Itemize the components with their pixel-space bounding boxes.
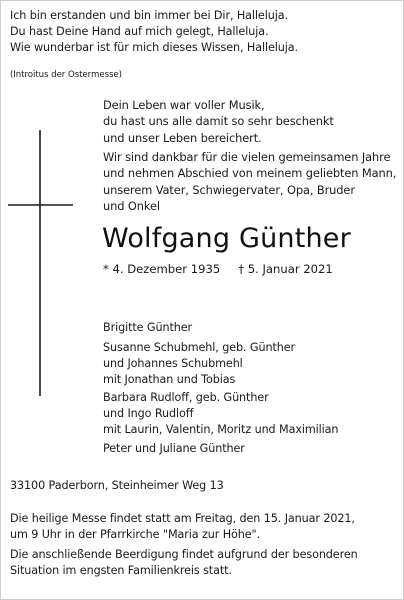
intro-verse — [10, 8, 298, 57]
mourner-group — [103, 340, 295, 387]
mourner-line: Susanne Schubmehl, geb. Günther — [103, 341, 296, 354]
poem-line: du hast uns alle damit so sehr beschenkt — [103, 114, 334, 129]
mourner-group — [103, 441, 245, 457]
burial-notice — [10, 547, 358, 579]
poem-line: und nehmen Abschied von meinem geliebten Mann, — [103, 166, 397, 181]
intro-line: Du hast Deine Hand auf mich gelegt, Halleluja. — [10, 25, 269, 39]
poem-stanza-1 — [103, 97, 334, 146]
life-dates — [103, 262, 333, 276]
poem-stanza-2 — [103, 149, 396, 215]
mourner-line: und Ingo Rudloff — [103, 406, 194, 420]
mourner-group — [103, 320, 192, 336]
deceased-name: Wolfgang Günther — [102, 223, 351, 254]
mourner-line: und Johannes Schubmehl — [103, 356, 243, 370]
notice-line: Die heilige Messe findet statt am Freitag, den 15. Januar 2021, — [10, 512, 355, 525]
mourner-line: mit Jonathan und Tobias — [103, 372, 236, 386]
notice-line: um 9 Uhr in der Pfarrkirche "Maria zur Höhe". — [10, 528, 261, 542]
intro-source: (Introitus der Ostermesse) — [10, 70, 122, 80]
mourner-line: mit Laurin, Valentin, Moritz und Maximilian — [103, 422, 339, 436]
mourner-group — [103, 390, 338, 437]
family-address: 33100 Paderborn, Steinheimer Weg 13 — [10, 479, 224, 492]
mourner-line: Peter und Juliane Günther — [103, 442, 245, 455]
mourner-line: Brigitte Günther — [103, 321, 193, 334]
poem-line: Wir sind dankbar für die vielen gemeinsamen Jahre — [103, 150, 391, 164]
birth-date: * 4. Dezember 1935 — [103, 262, 221, 276]
intro-line: Ich bin erstanden und bin immer bei Dir, Halleluja. — [10, 9, 288, 22]
mourner-line: Barbara Rudloff, geb. Günther — [103, 391, 269, 404]
notice-line: Situation im engsten Familienkreis statt. — [10, 564, 232, 578]
death-date: † 5. Januar 2021 — [238, 262, 333, 276]
intro-line: Wie wunderbar ist für mich dieses Wissen, Halleluja. — [10, 41, 299, 55]
poem-line: und unser Leben bereichert. — [103, 130, 262, 145]
poem-line: Dein Leben war voller Musik, — [103, 98, 265, 112]
poem-line: und Onkel — [103, 199, 160, 214]
mass-notice — [10, 511, 355, 543]
poem-line: unserem Vater, Schwiegervater, Opa, Bruder — [103, 182, 355, 197]
notice-line: Die anschließende Beerdigung findet aufgrund der besonderen — [10, 548, 358, 561]
